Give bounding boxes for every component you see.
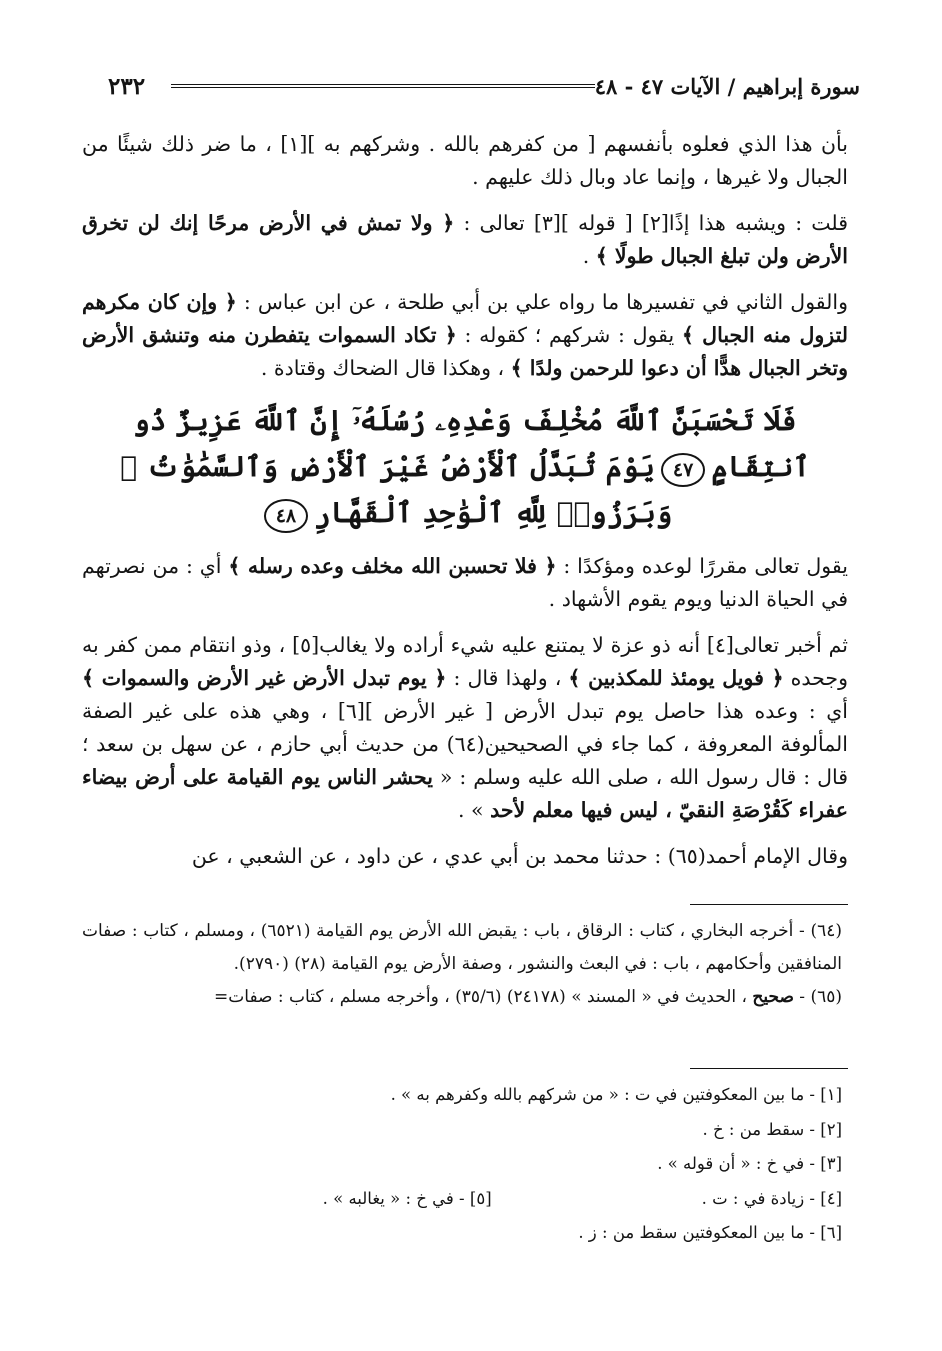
running-title: سورة إبراهيم / الآيات ٤٧ - ٤٨ bbox=[594, 73, 860, 99]
quran-quote: ﴿ فلا تحسبن الله مخلف وعده رسله ﴾ bbox=[228, 554, 557, 578]
variant-note-2: [٢] - سقط من : خ . bbox=[702, 1119, 842, 1139]
quran-ayah-block bbox=[82, 398, 848, 536]
fn65-grade: صحيح bbox=[752, 987, 794, 1007]
paragraph-4 bbox=[82, 550, 848, 616]
variant-note-4: [٤] - زيادة في : ت . bbox=[701, 1188, 842, 1208]
hadith-quote: يحشر الناس يوم القيامة على أرض بيضاء عفراء كَقُرْصَةِ النقيّ ، ليس فيها معلم لأحد bbox=[82, 765, 848, 822]
footnote-65 bbox=[82, 981, 842, 1014]
header-rule bbox=[171, 84, 595, 88]
paragraph-2 bbox=[82, 207, 848, 273]
variant-note-row bbox=[82, 1113, 842, 1148]
p3-text-b: يقول : شركهم ؛ كقوله : bbox=[456, 323, 682, 347]
variant-note-3: [٣] - في خ : « أن قوله » . bbox=[657, 1154, 842, 1173]
quran-quote: ﴿ وإن كان مكرهم لتزول منه الجبال ﴾ bbox=[82, 290, 849, 347]
p4-text-b: أي : من نصرتهم في الحياة الدنيا ويوم يقوم الأشهاد . bbox=[82, 554, 848, 611]
p3-text-c: ، وهكذا قال الضحاك وقتادة . bbox=[260, 356, 511, 380]
p5-text-d: » . bbox=[457, 798, 491, 822]
ayah-48-text: يَوْمَ تُبَدَّلُ ٱلْأَرْضُ غَيْرَ ٱلْأَرْضِ وَٱلسَّمَٰوَٰتُ ۖ وَبَرَزُوا۟ لِلَّهِ ٱلْوَٰحِدِ ٱلْقَهَّارِ bbox=[120, 450, 673, 529]
p5-text-c: أي : وعده هذا حاصل يوم تبدل الأرض [ غير الأرض ][٦] ، وهي هذه على غير الصفة المألوفة المعروفة ، كما جاء في الصحيحين(٦٤) من حديث أبي حازم ، عن سهل بن سعد ؛ قال : قال رسول الله ، صلى الله عليه وسلم : « bbox=[82, 699, 849, 789]
page-header bbox=[82, 66, 860, 106]
p2-intro: قلت : ويشبه هذا إذًا[٢] [ قوله ][٣] تعالى : bbox=[454, 211, 848, 235]
paragraph-1: بأن هذا الذي فعلوه بأنفسهم [ من كفرهم بالله . وشركهم به ][١] ، ما ضر ذلك شيئًا من الجبال ولا غيرها ، وإنما عاد وبال ذلك عليهم . bbox=[82, 132, 848, 189]
fn65-text-a: (٦٥) - bbox=[793, 987, 842, 1007]
variant-note-row bbox=[82, 1216, 842, 1251]
variant-notes bbox=[82, 1078, 842, 1251]
variant-note-6: [٦] - ما بين المعكوفتين سقط من : ز . bbox=[578, 1223, 842, 1242]
p3-text-a: والقول الثاني في تفسيرها ما رواه علي بن أبي طلحة ، عن ابن عباس : bbox=[236, 290, 848, 314]
quran-quote: ﴿ تكاد السموات يتفطرن منه وتنشق الأرض وتخر الجبال هدًّا أن دعوا للرحمن ولدًا ﴾ bbox=[82, 323, 848, 380]
fn65-text-b: ، الحديث في « المسند » (٢٤١٧٨) (٣٥/٦) ، وأخرجه مسلم ، كتاب : صفات= bbox=[214, 987, 753, 1007]
variant-note-5: [٥] - في خ : « يغالبه » . bbox=[322, 1188, 492, 1208]
paragraph-5 bbox=[82, 629, 848, 827]
variant-notes-rule bbox=[690, 1068, 848, 1069]
page-number: ٢٣٢ bbox=[108, 72, 146, 100]
footnote-64: (٦٤) - أخرجه البخاري ، كتاب : الرقاق ، باب : يقبض الله الأرض يوم القيامة (٦٥٢١) ، ومسلم ، كتاب : صفات المنافقين وأحكامهم ، باب : في البعث والنشور ، وصفة الأرض يوم القيامة (٢٨) (٢٧٩٠). bbox=[82, 921, 842, 974]
quran-quote: ﴿ يوم تبدل الأرض غير الأرض والسموات ﴾ bbox=[82, 666, 447, 690]
main-text bbox=[82, 128, 848, 886]
ayah-number-marker: ٤٨ bbox=[264, 499, 308, 533]
quran-quote: ﴿ فويل يومئذ للمكذبين ﴾ bbox=[568, 666, 784, 690]
ayah-number-marker: ٤٧ bbox=[661, 453, 705, 487]
variant-note-row bbox=[82, 1078, 842, 1113]
quran-quote: ﴿ ولا تمش في الأرض مرحًا إنك لن تخرق الأرض ولن تبلغ الجبال طولًا ﴾ bbox=[82, 211, 848, 268]
paragraph-3 bbox=[82, 286, 848, 385]
ayah-47-text: فَلَا تَحْسَبَنَّ ٱللَّهَ مُخْلِفَ وَعْدِهِۦ رُسُلَهُۥٓ إِنَّ ٱللَّهَ عَزِيزٌ ذُو ٱنتِقَامٍ bbox=[133, 404, 810, 483]
p4-text-a: يقول تعالى مقررًا لوعده ومؤكدًا : bbox=[556, 554, 848, 578]
p5-text-b: ، ولهذا قال : bbox=[446, 666, 569, 690]
footnote-rule bbox=[690, 904, 848, 905]
p2-end: . bbox=[582, 244, 596, 268]
variant-note-1: [١] - ما بين المعكوفتين في ت : « من شركهم بالله وكفرهم به » . bbox=[390, 1085, 842, 1104]
paragraph-6: وقال الإمام أحمد(٦٥) : حدثنا محمد بن أبي عدي ، عن داود ، عن الشعبي ، عن bbox=[191, 844, 848, 868]
variant-note-row bbox=[82, 1147, 842, 1182]
footnotes bbox=[82, 915, 842, 1014]
p5-text-a: ثم أخبر تعالى[٤] أنه ذو عزة لا يمتنع عليه شيء أراده ولا يغالب[٥] ، وذو انتقام ممن كفر به وجحده bbox=[82, 633, 849, 690]
variant-note-row bbox=[82, 1182, 842, 1217]
